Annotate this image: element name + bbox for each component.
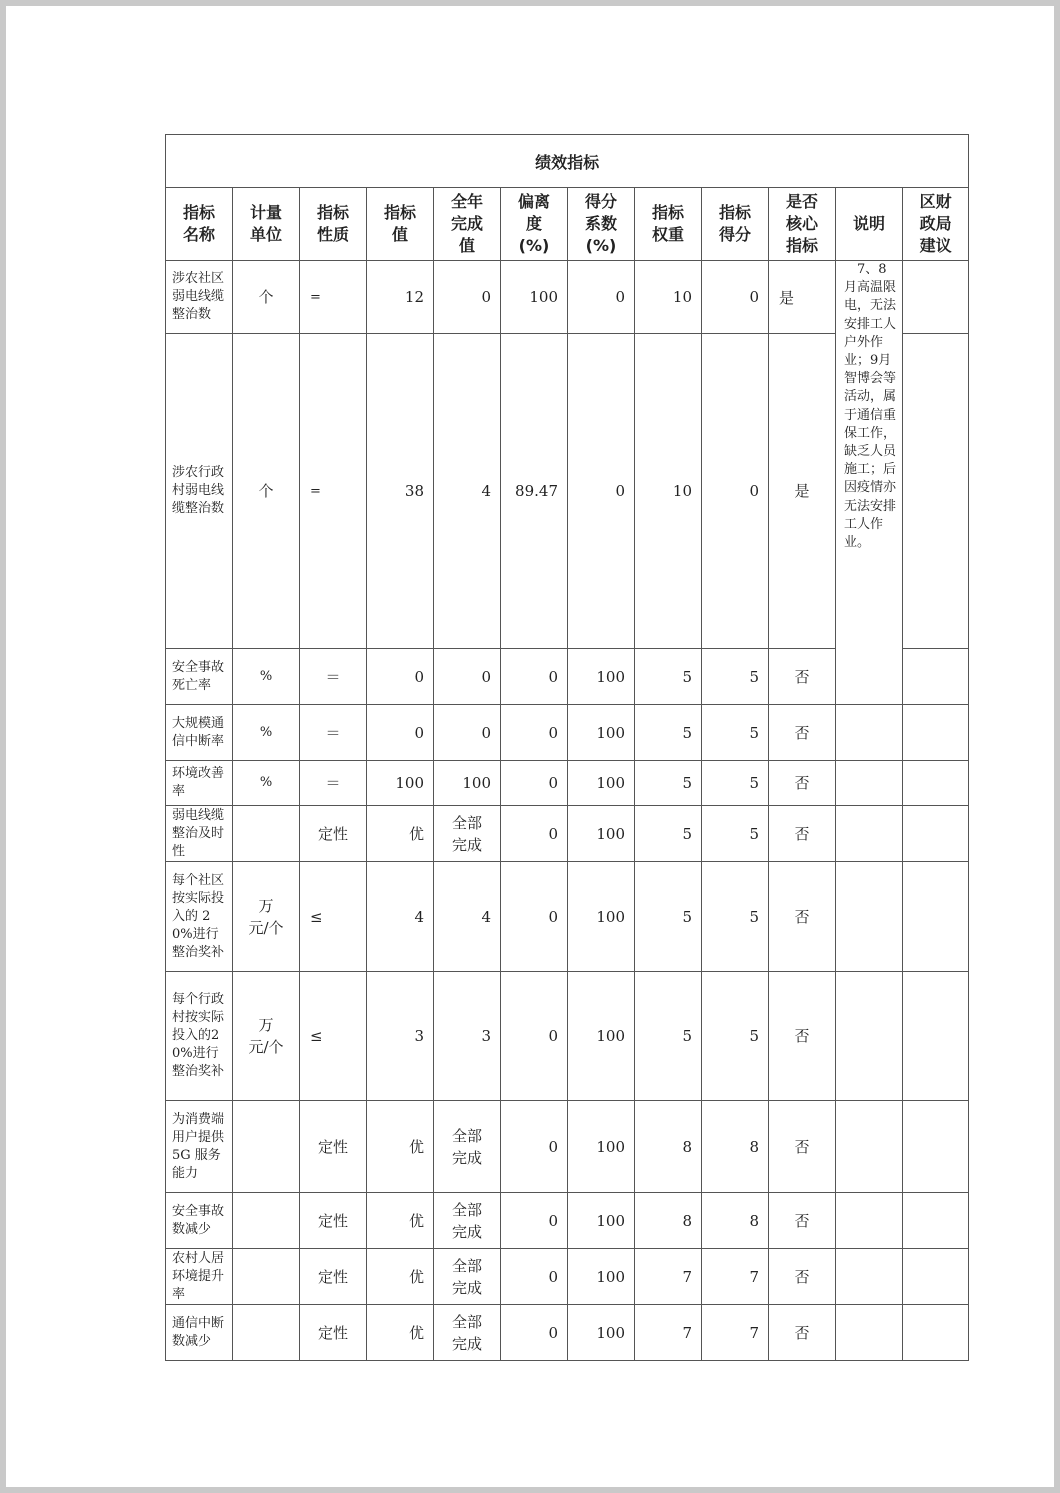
unit-cell [233,1305,300,1361]
indicator-name: 涉农行政村弱电线缆整治数 [166,334,233,649]
nature-cell: ＝ [300,761,367,806]
header-name: 指标 名称 [166,188,233,261]
unit-cell [233,806,300,862]
table-row [166,806,969,862]
indicator-name: 安全事故死亡率 [166,649,233,705]
score-cell: 5 [702,972,769,1101]
indicator-name: 每个社区按实际投入的 20%进行整治奖补 [166,862,233,972]
score-cell: 5 [702,862,769,972]
weight-cell: 5 [635,806,702,862]
note-cell [836,862,903,972]
deviation-cell: 0 [501,1249,568,1305]
unit-cell: 个 [233,261,300,334]
indicator-name: 农村人居环境提升率 [166,1249,233,1305]
table-row [166,705,969,761]
unit-cell [233,1249,300,1305]
score-cell: 0 [702,261,769,334]
indicator-name: 安全事故数减少 [166,1193,233,1249]
note-text: 7、8月高温限电，无法安排工人户外作业；9月智博会等活动，属于通信重保工作，缺乏人员施工；后因疫情亦无法安排工人作业。 [844,262,897,551]
deviation-cell: 0 [501,1305,568,1361]
weight-cell: 7 [635,1305,702,1361]
header-actual: 全年 完成 值 [434,188,501,261]
indicator-name: 通信中断数减少 [166,1305,233,1361]
header-weight: 指标 权重 [635,188,702,261]
target-cell: 4 [367,862,434,972]
note-cell [836,806,903,862]
deviation-cell: 0 [501,649,568,705]
table-title: 绩效指标 [166,135,969,188]
note-cell [836,761,903,806]
coef-cell: 100 [568,1305,635,1361]
score-cell: 7 [702,1305,769,1361]
core-cell: 否 [769,705,836,761]
target-cell: 38 [367,334,434,649]
coef-cell: 100 [568,1249,635,1305]
deviation-cell: 0 [501,761,568,806]
indicator-name: 弱电线缆整治及时性 [166,806,233,862]
nature-cell: 定性 [300,1193,367,1249]
unit-cell: 万 元/个 [233,972,300,1101]
deviation-cell: 89.47 [501,334,568,649]
note-cell [836,1193,903,1249]
nature-cell: ＝ [300,705,367,761]
nature-cell: ≤ [300,972,367,1101]
document-page [6,6,1054,1487]
score-cell: 8 [702,1101,769,1193]
indicator-name: 为消费端用户提供 5G 服务能力 [166,1101,233,1193]
deviation-cell: 0 [501,1101,568,1193]
coef-cell: 100 [568,1101,635,1193]
weight-cell: 8 [635,1101,702,1193]
actual-cell: 100 [434,761,501,806]
note-cell [836,1305,903,1361]
coef-cell: 100 [568,761,635,806]
table-row [166,761,969,806]
note-cell [836,705,903,761]
actual-cell: 全部 完成 [434,1101,501,1193]
advice-cell [903,1193,969,1249]
header-target: 指标 值 [367,188,434,261]
target-cell: 100 [367,761,434,806]
nature-cell: = [300,261,367,334]
core-cell: 否 [769,649,836,705]
actual-cell: 0 [434,649,501,705]
nature-cell: 定性 [300,806,367,862]
note-cell [836,261,903,705]
actual-cell: 4 [434,862,501,972]
nature-cell: 定性 [300,1305,367,1361]
core-cell: 否 [769,761,836,806]
coef-cell: 100 [568,705,635,761]
header-core: 是否 核心 指标 [769,188,836,261]
coef-cell: 100 [568,806,635,862]
actual-cell: 全部 完成 [434,1193,501,1249]
advice-cell [903,1101,969,1193]
actual-cell: 全部 完成 [434,806,501,862]
deviation-cell: 0 [501,705,568,761]
table-row [166,1305,969,1361]
header-unit: 计量 单位 [233,188,300,261]
coef-cell: 100 [568,862,635,972]
header-deviation: 偏离 度 (%) [501,188,568,261]
deviation-cell: 0 [501,1193,568,1249]
weight-cell: 5 [635,649,702,705]
advice-cell [903,862,969,972]
nature-cell: 定性 [300,1249,367,1305]
core-cell: 否 [769,972,836,1101]
note-cell [836,1249,903,1305]
score-cell: 5 [702,705,769,761]
core-cell: 否 [769,1305,836,1361]
coef-cell: 100 [568,1193,635,1249]
unit-cell: % [233,705,300,761]
header-nature: 指标 性质 [300,188,367,261]
table-row [166,972,969,1101]
actual-cell: 4 [434,334,501,649]
advice-cell [903,761,969,806]
weight-cell: 8 [635,1193,702,1249]
coef-cell: 100 [568,649,635,705]
advice-cell [903,806,969,862]
actual-cell: 0 [434,261,501,334]
unit-cell: % [233,761,300,806]
target-cell: 0 [367,649,434,705]
core-cell: 否 [769,1249,836,1305]
score-cell: 0 [702,334,769,649]
target-cell: 优 [367,1249,434,1305]
weight-cell: 5 [635,705,702,761]
table-row [166,1193,969,1249]
actual-cell: 3 [434,972,501,1101]
core-cell: 否 [769,1193,836,1249]
deviation-cell: 0 [501,972,568,1101]
weight-cell: 10 [635,261,702,334]
score-cell: 7 [702,1249,769,1305]
nature-cell: ＝ [300,649,367,705]
unit-cell: 个 [233,334,300,649]
header-score: 指标 得分 [702,188,769,261]
target-cell: 12 [367,261,434,334]
core-cell: 否 [769,862,836,972]
weight-cell: 5 [635,972,702,1101]
score-cell: 5 [702,806,769,862]
target-cell: 3 [367,972,434,1101]
core-cell: 否 [769,1101,836,1193]
weight-cell: 5 [635,761,702,806]
weight-cell: 5 [635,862,702,972]
note-cell [836,1101,903,1193]
actual-cell: 全部 完成 [434,1305,501,1361]
advice-cell [903,334,969,649]
advice-cell [903,972,969,1101]
score-cell: 5 [702,761,769,806]
advice-cell [903,261,969,334]
indicator-name: 涉农社区弱电线缆整治数 [166,261,233,334]
advice-cell [903,1305,969,1361]
deviation-cell: 0 [501,862,568,972]
table-row [166,261,969,334]
unit-cell: % [233,649,300,705]
nature-cell: 定性 [300,1101,367,1193]
target-cell: 优 [367,1305,434,1361]
table-row [166,1101,969,1193]
core-cell: 是 [769,334,836,649]
unit-cell: 万 元/个 [233,862,300,972]
actual-cell: 全部 完成 [434,1249,501,1305]
core-cell: 是 [769,261,836,334]
deviation-cell: 0 [501,806,568,862]
indicator-name: 环境改善率 [166,761,233,806]
header-note: 说明 [836,188,903,261]
score-cell: 8 [702,1193,769,1249]
target-cell: 优 [367,1101,434,1193]
deviation-cell: 100 [501,261,568,334]
unit-cell [233,1101,300,1193]
header-advice: 区财 政局 建议 [903,188,969,261]
coef-cell: 0 [568,334,635,649]
table-row [166,862,969,972]
score-cell: 5 [702,649,769,705]
indicator-name: 大规模通信中断率 [166,705,233,761]
core-cell: 否 [769,806,836,862]
unit-cell [233,1193,300,1249]
weight-cell: 10 [635,334,702,649]
target-cell: 0 [367,705,434,761]
nature-cell: ≤ [300,862,367,972]
coef-cell: 0 [568,261,635,334]
actual-cell: 0 [434,705,501,761]
coef-cell: 100 [568,972,635,1101]
performance-indicator-table [165,134,969,1361]
note-cell [836,972,903,1101]
table-title-row [166,135,969,188]
advice-cell [903,649,969,705]
nature-cell: = [300,334,367,649]
table-row [166,1249,969,1305]
header-coef: 得分 系数 (%) [568,188,635,261]
target-cell: 优 [367,1193,434,1249]
header-row [166,188,969,261]
weight-cell: 7 [635,1249,702,1305]
target-cell: 优 [367,806,434,862]
advice-cell [903,705,969,761]
indicator-name: 每个行政村按实际投入的20%进行整治奖补 [166,972,233,1101]
advice-cell [903,1249,969,1305]
